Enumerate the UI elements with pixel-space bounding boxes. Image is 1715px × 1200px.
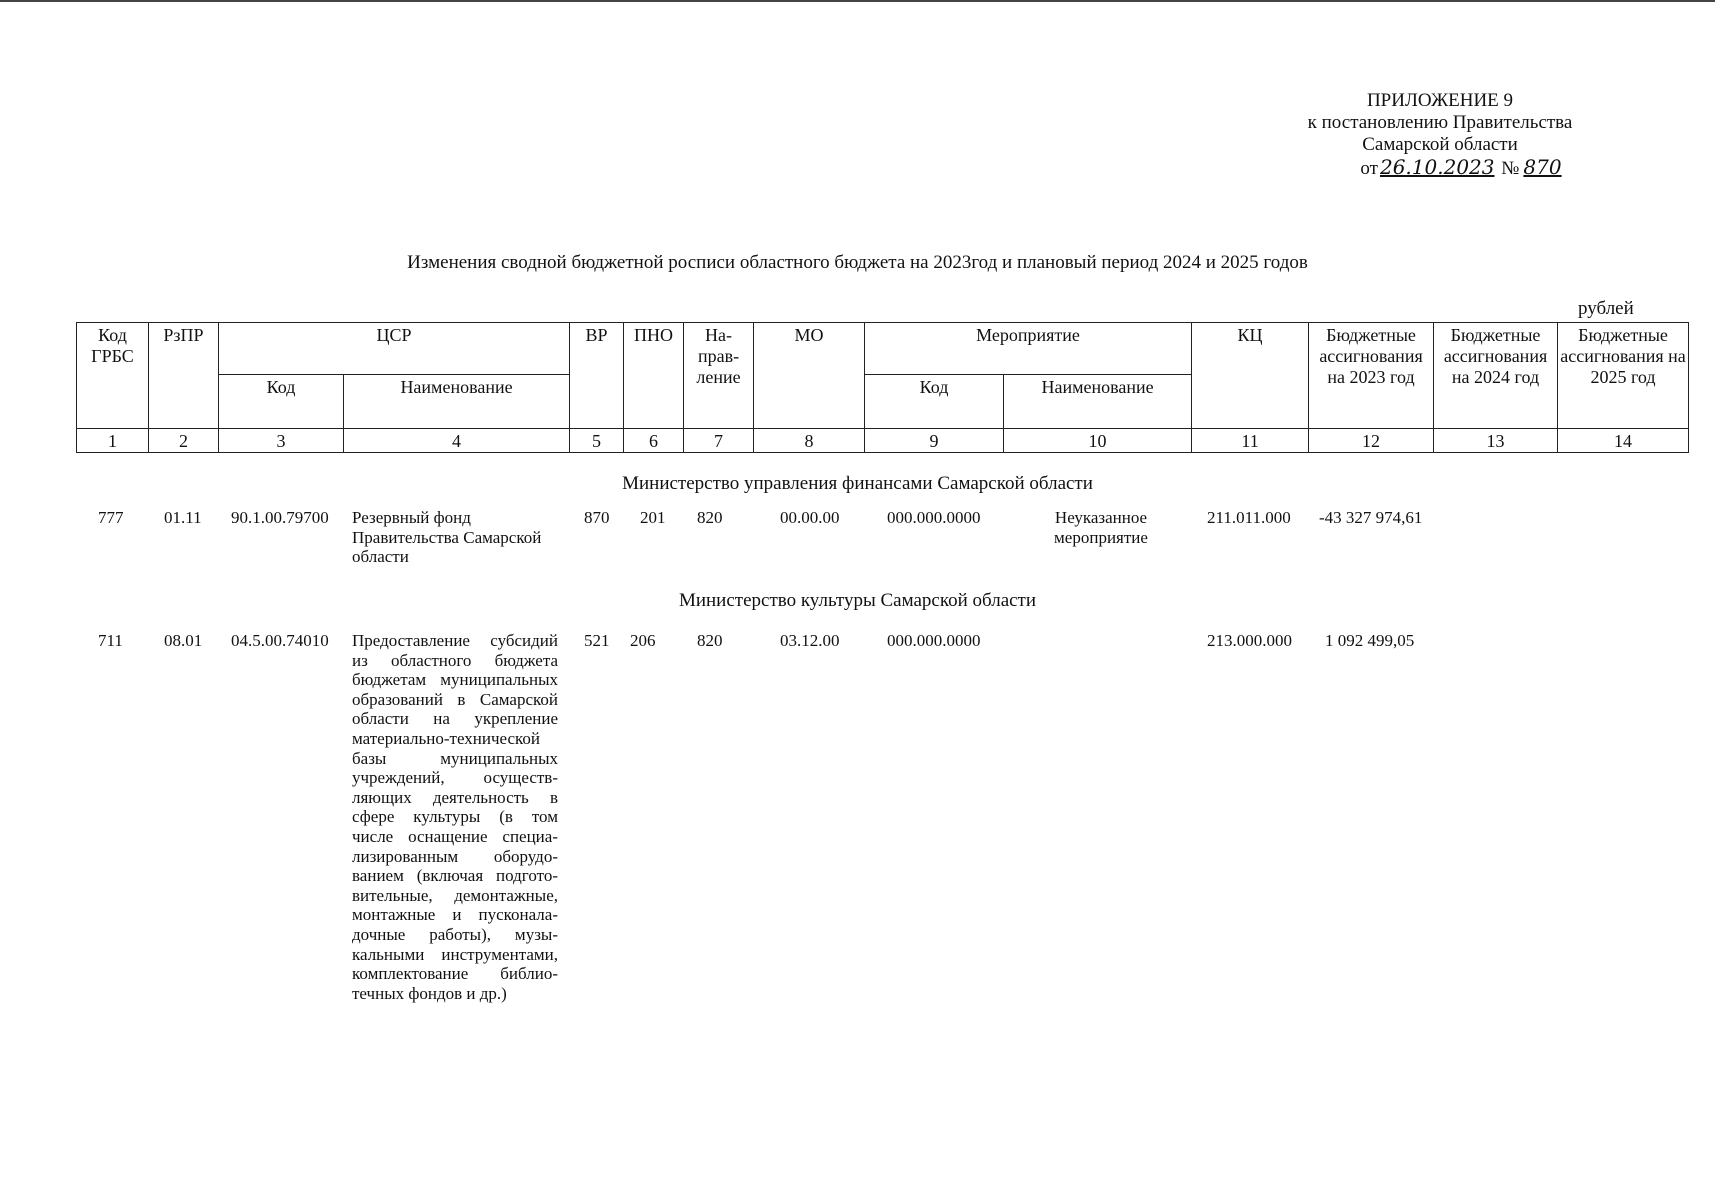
cell-vr: 870	[584, 508, 610, 527]
name-line: Неуказанное	[1054, 508, 1148, 527]
header-ba-2023: Бюджетные ассигнования на 2023 год	[1309, 323, 1434, 429]
cell-ba-2023: -43 327 974,61	[1319, 508, 1423, 527]
cell-napr: 820	[697, 631, 723, 650]
name-line: Правительства Самарской	[352, 527, 542, 547]
name-line: сфере культуры (в том	[352, 807, 558, 827]
ministry-heading: Министерство культуры Самарской области	[678, 590, 1037, 611]
cell-grbs: 777	[98, 508, 124, 527]
name-line: кальными инструментами,	[352, 944, 558, 964]
header-csr: ЦСР	[219, 323, 570, 375]
column-number: 9	[865, 429, 1004, 453]
header-rzpr: РзПР	[149, 323, 219, 429]
date-prefix: от	[1360, 158, 1378, 179]
cell-mo: 03.12.00	[780, 631, 840, 650]
column-number: 2	[149, 429, 219, 453]
header-csr-code: Код	[219, 375, 344, 429]
number-sign: №	[1501, 158, 1520, 179]
cell-ba-2023: 1 092 499,05	[1325, 631, 1415, 650]
cell-csr-name	[352, 508, 558, 567]
document-title: Изменения сводной бюджетной росписи областного бюджета на 2023год и плановый период 2024 и 2025 годов	[407, 252, 1308, 273]
header-csr-name: Наименование	[344, 375, 570, 429]
header-pno: ПНО	[624, 323, 684, 429]
column-number: 10	[1004, 429, 1192, 453]
column-number: 13	[1434, 429, 1558, 453]
appendix-date-line	[1260, 156, 1620, 180]
name-line: вительные, демонтажные,	[352, 885, 558, 905]
cell-pno: 201	[640, 508, 666, 527]
cell-vr: 521	[584, 631, 610, 650]
name-line: монтажные и пусконала-	[352, 905, 558, 925]
cell-csr-code: 04.5.00.74010	[231, 631, 329, 650]
header-kc: КЦ	[1192, 323, 1309, 429]
decree-date: 26.10.2023	[1379, 155, 1495, 179]
name-line: дочные работы), музы-	[352, 924, 558, 944]
header-vr: ВР	[570, 323, 624, 429]
name-line: из областного бюджета	[352, 650, 558, 670]
header-mo: МО	[754, 323, 865, 429]
name-line: образований в Самарской	[352, 689, 558, 709]
name-line: базы муниципальных	[352, 748, 558, 768]
cell-mo: 00.00.00	[780, 508, 840, 527]
cell-napr: 820	[697, 508, 723, 527]
cell-pno: 206	[630, 631, 656, 650]
cell-rzpr: 01.11	[164, 508, 202, 527]
cell-csr-code: 90.1.00.79700	[231, 508, 329, 527]
cell-kc: 211.011.000	[1207, 508, 1291, 527]
name-line: ванием (включая подгото-	[352, 866, 558, 886]
appendix-line-decree: к постановлению Правительства	[1307, 112, 1573, 133]
column-number: 14	[1558, 429, 1689, 453]
column-number: 1	[77, 429, 149, 453]
name-line: области	[352, 547, 409, 567]
cell-grbs: 711	[98, 631, 123, 650]
column-number: 12	[1309, 429, 1434, 453]
cell-csr-name	[352, 631, 558, 1003]
column-number: 11	[1192, 429, 1309, 453]
appendix-line-region: Самарской области	[1362, 134, 1518, 155]
name-line: мероприятие	[1054, 527, 1148, 547]
header-napr: На-прав-ление	[684, 323, 754, 429]
units-label: рублей	[1578, 298, 1634, 319]
name-line: области на укрепление	[352, 709, 558, 729]
budget-table-header	[76, 322, 1689, 453]
cell-event-code: 000.000.0000	[887, 508, 981, 527]
appendix-title: ПРИЛОЖЕНИЕ 9	[1366, 90, 1514, 111]
cell-event-code: 000.000.0000	[887, 631, 981, 650]
header-event: Мероприятие	[865, 323, 1192, 375]
name-line: ляющих деятельность в	[352, 787, 558, 807]
name-line: бюджетам муниципальных	[352, 670, 558, 690]
column-number: 7	[684, 429, 754, 453]
page-top-border	[0, 0, 1715, 2]
appendix-block	[1260, 90, 1620, 180]
name-line: учреждений, осуществ-	[352, 768, 558, 788]
name-line: течных фондов и др.)	[352, 983, 507, 1003]
column-number: 3	[219, 429, 344, 453]
header-ba-2025: Бюджетные ассигнования на 2025 год	[1558, 323, 1689, 429]
header-event-code: Код	[865, 375, 1004, 429]
decree-number: 870	[1523, 155, 1562, 179]
name-line: лизированным оборудо-	[352, 846, 558, 866]
header-grbs: Код ГРБС	[77, 323, 149, 429]
header-ba-2024: Бюджетные ассигнования на 2024 год	[1434, 323, 1558, 429]
column-number: 4	[344, 429, 570, 453]
name-line: комплектование библио-	[352, 964, 558, 984]
column-number: 6	[624, 429, 684, 453]
header-event-name: Наименование	[1004, 375, 1192, 429]
column-number: 8	[754, 429, 865, 453]
ministry-heading: Министерство управления финансами Самарской области	[622, 473, 1093, 494]
name-line: Резервный фонд	[352, 508, 471, 527]
column-number: 5	[570, 429, 624, 453]
name-line: Предоставление субсидий	[352, 631, 558, 650]
cell-event-name	[1031, 508, 1171, 547]
cell-rzpr: 08.01	[164, 631, 203, 650]
cell-kc: 213.000.000	[1207, 631, 1292, 650]
name-line: материально-технической	[352, 728, 541, 748]
name-line: числе оснащение специа-	[352, 826, 558, 846]
